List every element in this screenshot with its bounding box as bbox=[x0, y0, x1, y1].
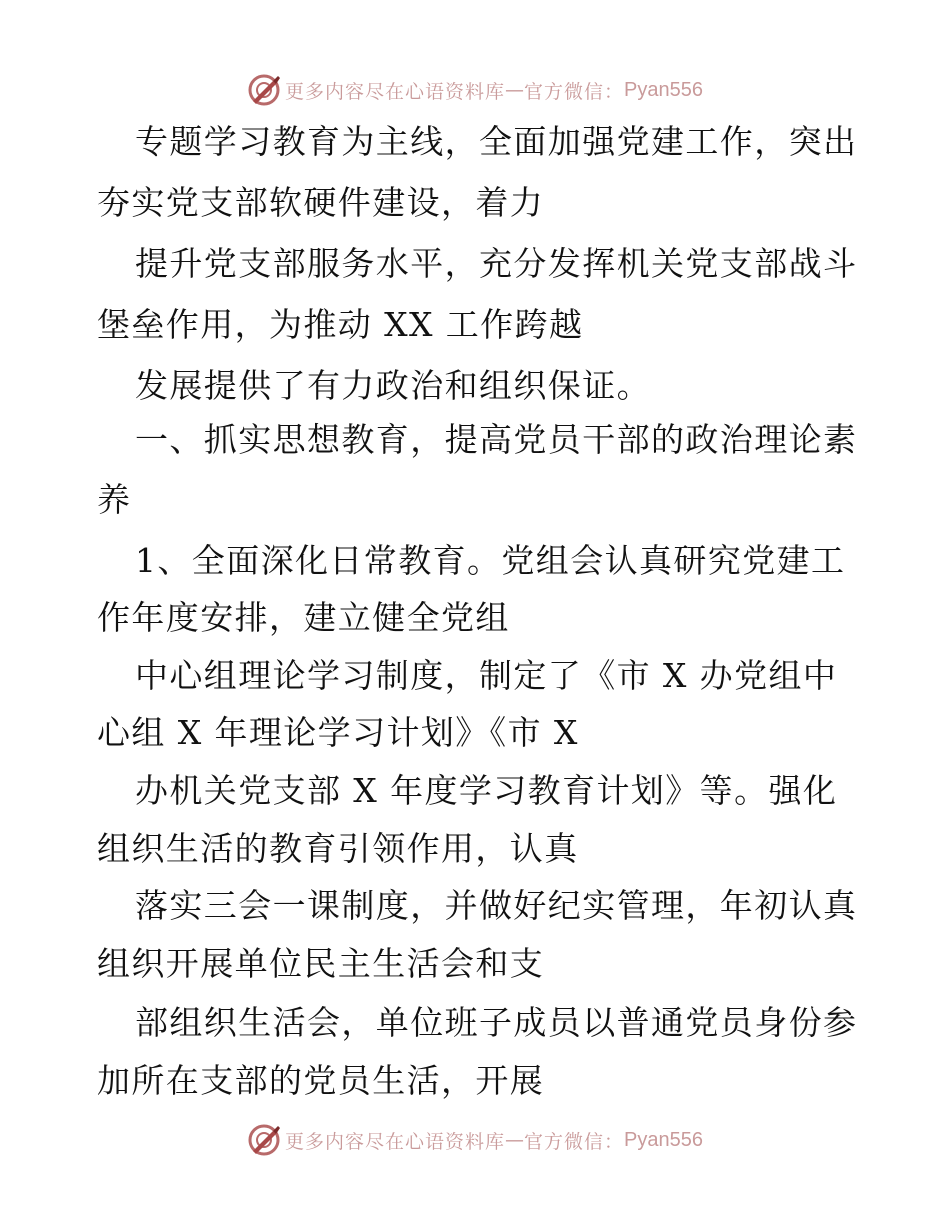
body-line: 落实三会一课制度，并做好纪实管理，年初认真 bbox=[135, 886, 858, 925]
body-line: 堡垒作用，为推动 XX 工作跨越 bbox=[97, 305, 584, 344]
body-line: 一、抓实思想教育，提高党员干部的政治理论素 bbox=[135, 420, 858, 459]
body-line: 组织开展单位民主生活会和支 bbox=[97, 944, 545, 983]
watermark-label: 官方微信： bbox=[524, 80, 625, 103]
watermark-id: Pyan556 bbox=[624, 1128, 703, 1151]
body-line: 心组 X 年理论学习计划》《市 X bbox=[97, 713, 579, 752]
pen-logo-icon bbox=[247, 73, 281, 107]
body-line: 加所在支部的党员生活，开展 bbox=[97, 1061, 545, 1100]
body-line: 中心组理论学习制度，制定了《市 X 办党组中 bbox=[135, 656, 838, 695]
watermark-id: Pyan556 bbox=[624, 78, 703, 101]
watermark-separator: — bbox=[505, 1129, 525, 1151]
header-watermark bbox=[0, 70, 950, 110]
body-line: 夯实党支部软硬件建设，着力 bbox=[97, 183, 545, 222]
body-line: 提升党支部服务水平，充分发挥机关党支部战斗 bbox=[135, 244, 858, 283]
pen-logo-icon bbox=[247, 1123, 281, 1157]
body-line: 发展提供了有力政治和组织保证。 bbox=[135, 366, 651, 405]
body-line: 养 bbox=[97, 480, 132, 519]
body-line: 1、全面深化日常教育。党组会认真研究党建工 bbox=[135, 541, 846, 580]
watermark-separator: — bbox=[505, 79, 525, 101]
body-line: 组织生活的教育引领作用，认真 bbox=[97, 829, 579, 868]
body-line: 办机关党支部 X 年度学习教育计划》等。强化 bbox=[135, 771, 838, 810]
body-line: 部组织生活会，单位班子成员以普通党员身份参 bbox=[135, 1003, 858, 1042]
footer-watermark bbox=[0, 1120, 950, 1160]
watermark-text: 更多内容尽在心语资料库 bbox=[285, 1130, 506, 1153]
watermark-label: 官方微信： bbox=[524, 1130, 625, 1153]
body-line: 专题学习教育为主线，全面加强党建工作，突出 bbox=[135, 122, 858, 161]
body-line: 作年度安排，建立健全党组 bbox=[97, 598, 510, 637]
watermark-text: 更多内容尽在心语资料库 bbox=[285, 80, 506, 103]
